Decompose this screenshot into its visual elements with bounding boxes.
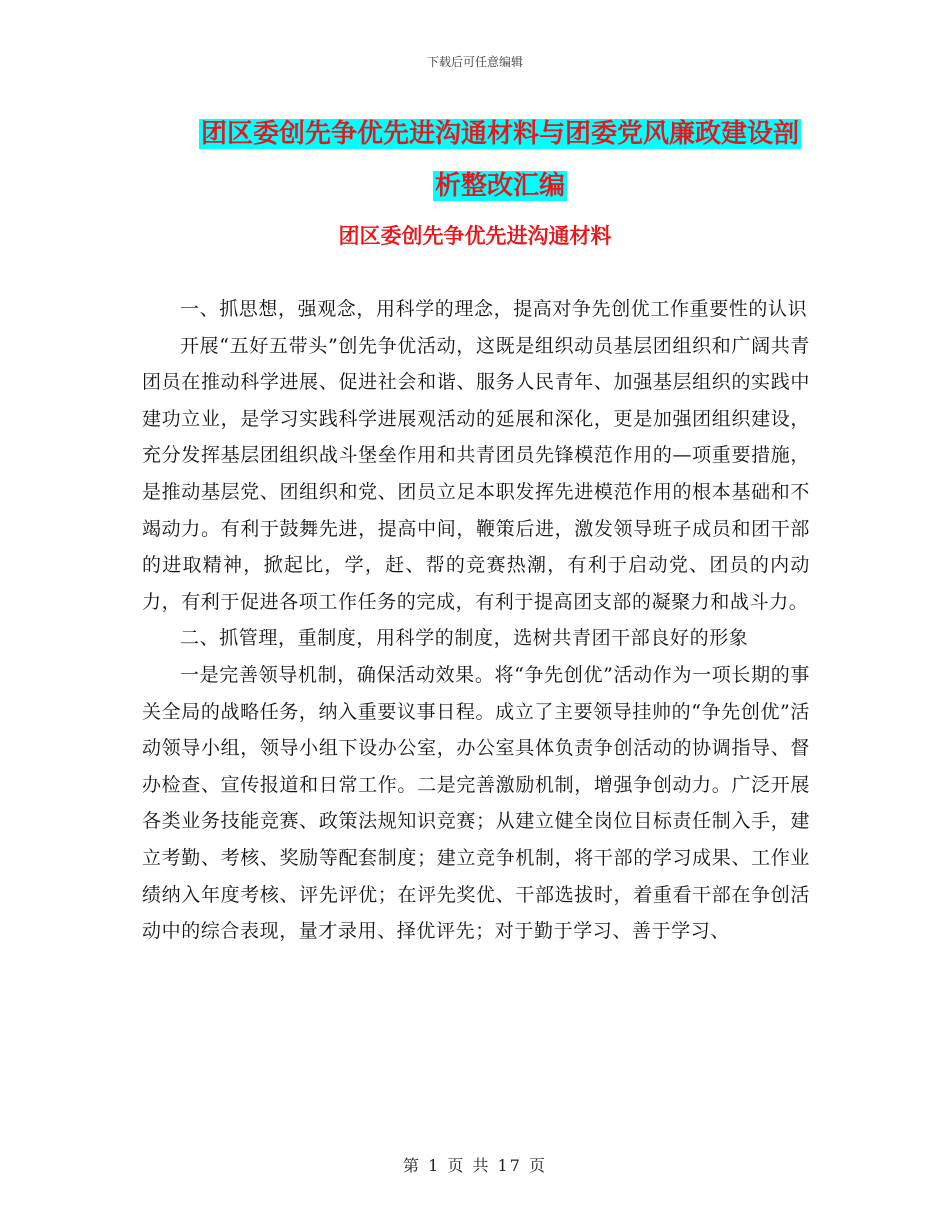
paragraph-1: 一、抓思想，强观念，用科学的理念，提高对争先创优工作重要性的认识 [180, 298, 808, 320]
document-title [140, 108, 860, 212]
paragraph-3: 二、抓管理，重制度，用科学的制度，选树共青团干部良好的形象 [180, 627, 749, 650]
document-title-line-2: 析整改汇编 [434, 171, 565, 201]
document-title-line-1: 团区委创先争优先进沟通材料与团委党风廉政建设剖 [200, 119, 799, 149]
header-note: 下载后可任意编辑 [426, 55, 523, 69]
section-title: 团区委创先争优先进沟通材料 [338, 224, 612, 248]
body-text [142, 291, 810, 950]
page-number-footer: 第 1 页 共 17 页 [403, 1156, 547, 1175]
paragraph-4: 一是完善领导机制，确保活动效果。将“争先创优”活动作为一项长期的事关全局的战略任务，纳入重要议事日程。成立了主要领导挂帅的“争先创优”活动领导小组，领导小组下设办公室，办公室具体负责争创活动的协调指导、督办检查、宣传报道和日常工作。二是完善激励机制，增强争创动力。广泛开展各类业务技能竞赛、政策法规知识竞赛；从建立健全岗位目标责任制入手，建立考勤、考核、奖励等配套制度；建立竞争机制，将干部的学习成果、工作业绩纳入年度考核、评先评优；在评先奖优、干部选拔时，着重看干部在争创活动中的综合表现，量才录用、择优评先；对于勤于学习、善于学习、 [142, 663, 810, 943]
paragraph-2: 开展“五好五带头”创先争优活动，这既是组织动员基层团组织和广阔共青团员在推动科学进展、促进社会和谐、服务人民青年、加强基层组织的实践中建功立业，是学习实践科学进展观活动的延展和深化，更是加强团组织建设，充分发挥基层团组织战斗堡垒作用和共青团员先锋模范作用的—项重要措施，是推动基层党、团组织和党、团员立足本职发挥先进模范作用的根本基础和不竭动力。有利于鼓舞先进，提高中间，鞭策后进，激发领导班子成员和团干部的进取精神，掀起比，学，赶、帮的竞赛热潮，有利于启动党、团员的内动力，有利于促进各项工作任务的完成，有利于提高团支部的凝聚力和战斗力。 [142, 334, 810, 613]
